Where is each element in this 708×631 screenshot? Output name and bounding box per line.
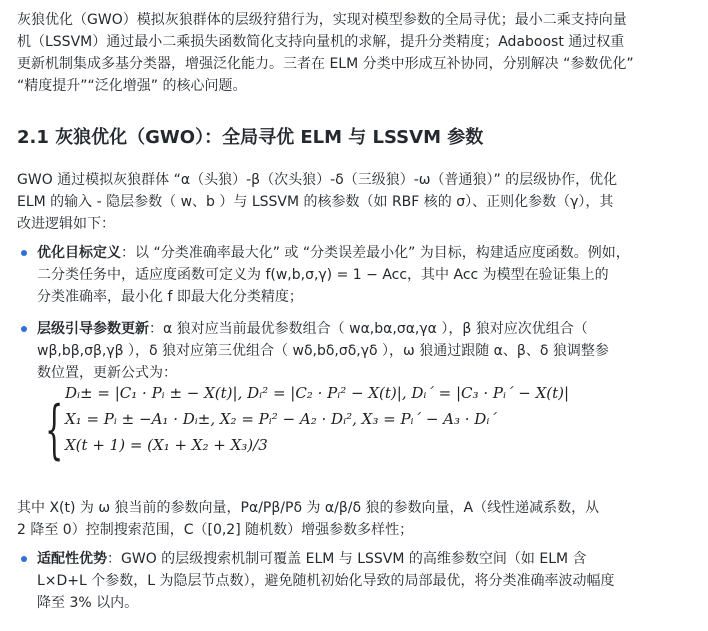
bullet-title: 层级引导参数更新 bbox=[37, 321, 149, 337]
bullet-dot-icon bbox=[21, 250, 27, 256]
bullet-text: 降至 3% 以内。 bbox=[37, 595, 139, 611]
bullet-title: 优化目标定义 bbox=[37, 245, 121, 261]
para1-line-1: GWO 通过模拟灰狼群体 “α（头狼）-β（次头狼）-δ（三级狼）-ω（普通狼）” 的层级协作，优化 bbox=[17, 172, 618, 188]
bullet-text: ：α 狼对应当前最优参数组合（ wα,bα,σα,γα ），β 狼对应次优组合（ bbox=[149, 321, 588, 337]
intro-line-4: “精度提升”“泛化增强” 的核心问题。 bbox=[17, 78, 247, 94]
update-formula bbox=[45, 384, 665, 484]
bullet-text: wβ,bβ,σβ,γβ ），δ 狼对应第三优组合（ wδ,bδ,σδ,γδ ），ω 狼通过跟随 α、β、δ 狼调整参 bbox=[37, 343, 609, 359]
formula-row-1: Dᵢ± = |C₁ · Pᵢ ± − X(t)|, Dᵢ² = |C₂ · Pᵢ² − X(t)|, Dᵢ´ = |C₃ · Pᵢ´ − X(t)| bbox=[65, 384, 570, 402]
para2-line-1: 其中 X(t) 为 ω 狼当前的参数向量，Pα/Pβ/Pδ 为 α/β/δ 狼的参数向量，A（线性递减系数，从 bbox=[17, 500, 600, 516]
para1-line-2: ELM 的输入 - 隐层参数（ w、b ）与 LSSVM 的核参数（如 RBF 核的 σ）、正则化参数（γ），其 bbox=[17, 194, 614, 210]
bullet-text: ：GWO 的层级搜索机制可覆盖 ELM 与 LSSVM 的高维参数空间（如 ELM 含 bbox=[107, 551, 587, 567]
bullet-list-3 bbox=[17, 548, 687, 614]
bullet-list-1 bbox=[17, 242, 687, 308]
bullet-text: 分类准确率，最小化 f 即最大化分类精度； bbox=[37, 289, 303, 305]
formula-row-2: X₁ = Pᵢ ± −A₁ · Dᵢ±, X₂ = Pᵢ² − A₂ · Dᵢ², X₃ = Pᵢ´ − A₃ · Dᵢ´ bbox=[65, 410, 497, 428]
para2-line-2: 2 降至 0）控制搜索范围，C（[0,2] 随机数）增强参数多样性； bbox=[17, 522, 414, 538]
bullet-list-2 bbox=[17, 318, 687, 384]
formula-brace: { bbox=[45, 393, 64, 467]
intro-line-1: 灰狼优化（GWO）模拟灰狼群体的层级狩猎行为，实现对模型参数的全局寻优；最小二乘支持向量 bbox=[17, 12, 627, 28]
bullet-text: 二分类任务中，适应度函数可定义为 f(w,b,σ,γ) = 1 − Acc，其中 Acc 为模型在验证集上的 bbox=[37, 267, 609, 283]
formula-row-3: X(t + 1) = (X₁ + X₂ + X₃)/3 bbox=[65, 436, 268, 454]
bullet-text: L×D+L 个参数，L 为隐层节点数），避免随机初始化导致的局部最优，将分类准确率波动幅度 bbox=[37, 573, 615, 589]
bullet-text: 数位置，更新公式为： bbox=[37, 365, 177, 381]
section-heading: 2.1 灰狼优化（GWO）：全局寻优 ELM 与 LSSVM 参数 bbox=[17, 127, 484, 148]
intro-line-3: 更新机制集成多基分类器，增强泛化能力。三者在 ELM 分类中形成互补协同，分别解决 “参数优化” bbox=[17, 56, 634, 72]
list-item-objective bbox=[17, 242, 687, 308]
intro-line-2: 机（LSSVM）通过最小二乘损失函数简化支持向量机的求解，提升分类精度；Adaboost 通过权重 bbox=[17, 34, 625, 50]
list-item-advantage bbox=[17, 548, 687, 614]
para1-line-3: 改进逻辑如下： bbox=[17, 216, 115, 232]
bullet-dot-icon bbox=[21, 326, 27, 332]
list-item-hierarchy bbox=[17, 318, 687, 384]
bullet-dot-icon bbox=[21, 556, 27, 562]
bullet-text: ：以 “分类准确率最大化” 或 “分类误差最小化” 为目标，构建适应度函数。例如， bbox=[121, 245, 630, 261]
bullet-title: 适配性优势 bbox=[37, 551, 107, 567]
